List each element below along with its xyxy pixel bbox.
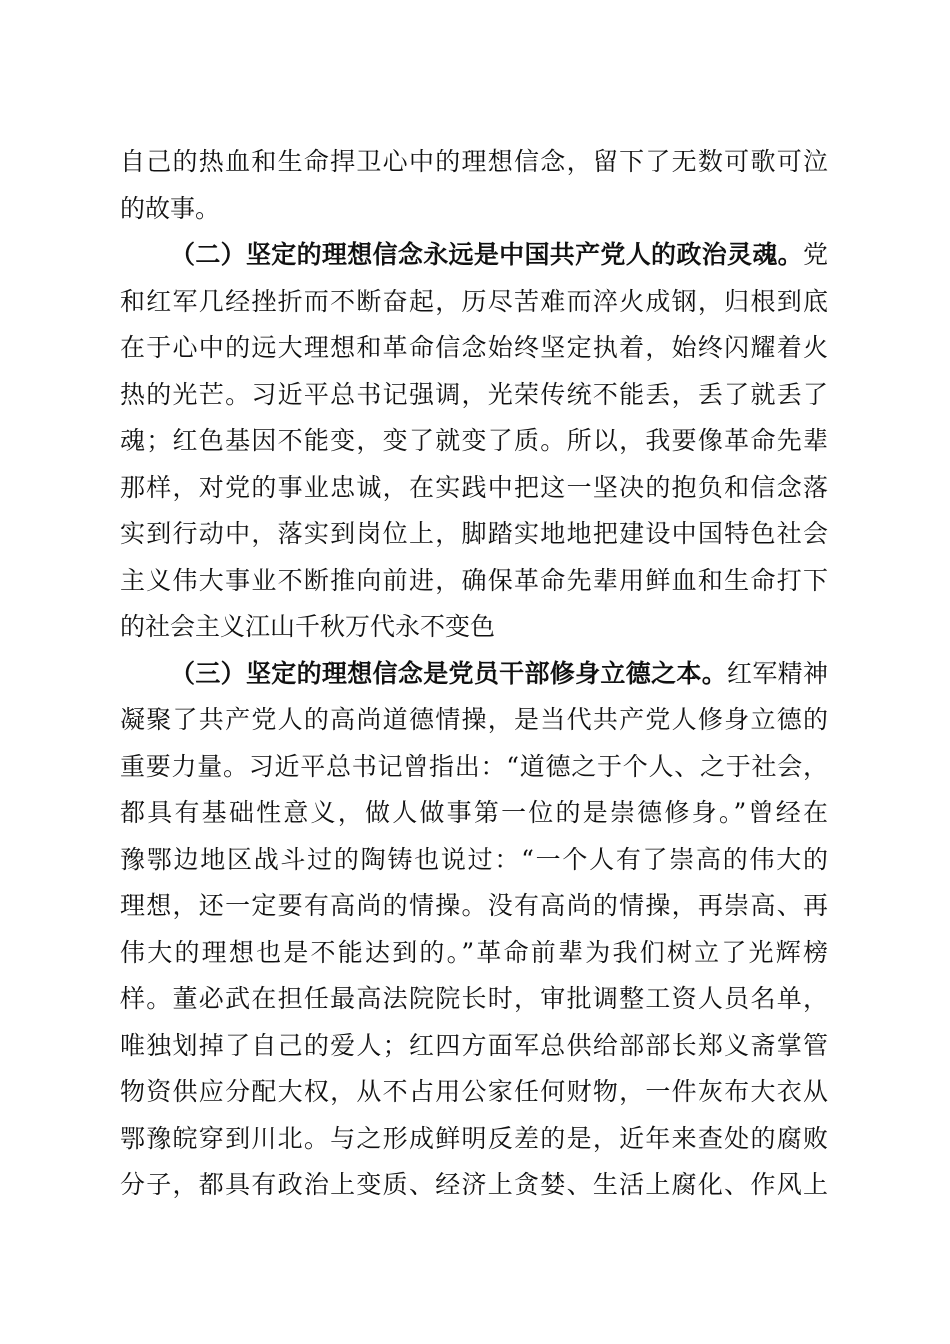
- text-line: 重要力量。习近平总书记曾指出：“道德之于个人、之于社会，: [120, 751, 828, 781]
- text-line: 和红军几经挫折而不断奋起，历尽苦难而淬火成钢，归根到底: [120, 286, 828, 316]
- text-line: 伟大的理想也是不能达到的。”革命前辈为我们树立了光辉榜: [120, 937, 828, 967]
- text-line: 唯独划掉了自己的爱人；红四方面军总供给部部长郑义斋掌管: [120, 1030, 828, 1060]
- text-line: 实到行动中，落实到岗位上，脚踏实地地把建设中国特色社会: [120, 519, 828, 548]
- section-heading-2: （二）坚定的理想信念永远是中国共产党人的政治灵魂。: [170, 240, 803, 269]
- section-heading-3: （三）坚定的理想信念是党员干部修身立德之本。: [170, 658, 728, 688]
- text-line: 的故事。: [120, 193, 221, 223]
- text-line: 理想，还一定要有高尚的情操。没有高尚的情操，再崇高、再: [120, 891, 828, 920]
- text-line: 热的光芒。习近平总书记强调，光荣传统不能丢，丢了就丢了: [120, 379, 828, 409]
- text-line: 凝聚了共产党人的高尚道德情操，是当代共产党人修身立德的: [120, 705, 828, 734]
- text-line: 鄂豫皖穿到川北。与之形成鲜明反差的是，近年来查处的腐败: [120, 1123, 828, 1153]
- text-line: 物资供应分配大权，从不占用公家任何财物，一件灰布大衣从: [120, 1077, 828, 1106]
- section-heading-line: [120, 651, 828, 698]
- section-heading-line: [120, 232, 828, 279]
- text-line: 主义伟大事业不断推向前进，确保革命先辈用鲜血和生命打下: [120, 565, 828, 595]
- text-span: 红军精神: [727, 658, 828, 688]
- text-line: 的社会主义江山千秋万代永不变色: [120, 612, 496, 641]
- text-span: 党: [802, 240, 828, 269]
- body-text: [120, 139, 828, 1209]
- text-line: 分子，都具有政治上变质、经济上贪婪、生活上腐化、作风上: [120, 1170, 828, 1199]
- text-line: 样。董必武在担任最高法院院长时，审批调整工资人员名单，: [120, 984, 828, 1013]
- text-line: 那样，对党的事业忠诚，在实践中把这一坚决的抱负和信念落: [120, 472, 828, 502]
- text-line: 豫鄂边地区战斗过的陶铸也说过：“一个人有了崇高的伟大的: [120, 844, 828, 874]
- text-line: 自己的热血和生命捍卫心中的理想信念，留下了无数可歌可泣: [120, 147, 828, 176]
- text-line: 都具有基础性意义，做人做事第一位的是崇德修身。”曾经在: [120, 798, 828, 827]
- text-line: 在于心中的远大理想和革命信念始终坚定执着，始终闪耀着火: [120, 333, 828, 362]
- text-line: 魂；红色基因不能变，变了就变了质。所以，我要像革命先辈: [120, 426, 828, 455]
